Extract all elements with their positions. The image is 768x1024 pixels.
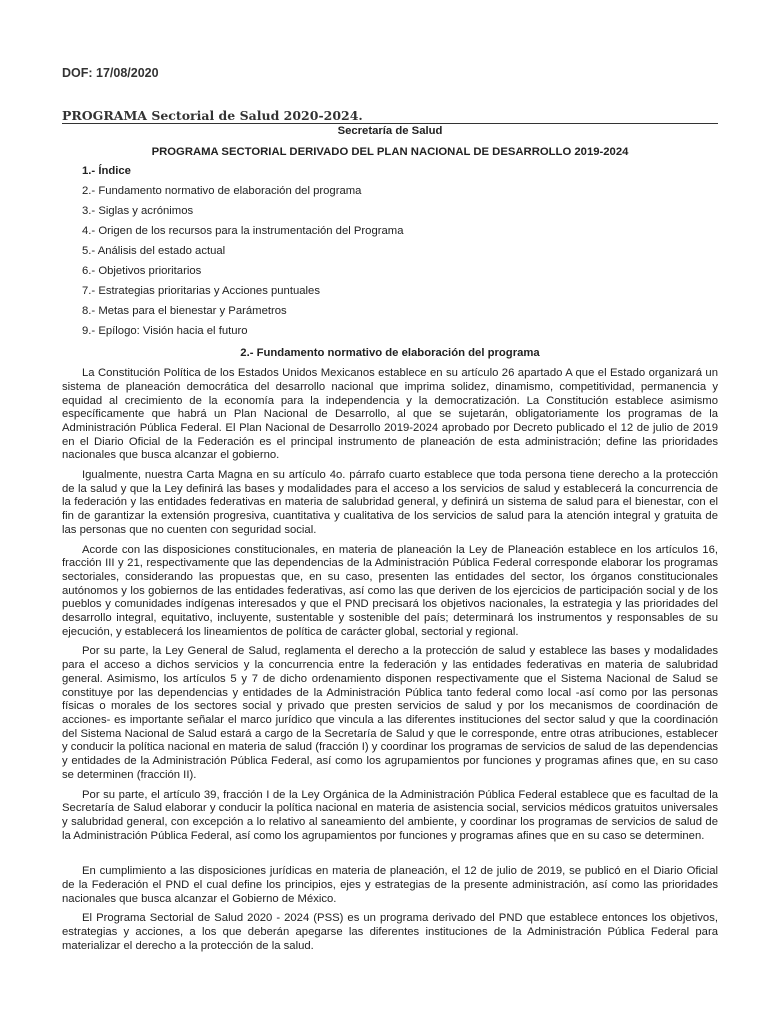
body-paragraph: En cumplimiento a las disposiciones jurídicas en materia de planeación, el 12 de julio de 2019, se publicó en el Diario Oficial de la Federación el PND el cual define los principios, ejes y estrategias de la presente administración, así como las prioridades nacionales que busca alcanzar el Gobierno de México. (62, 865, 718, 905)
body-paragraph: Acorde con las disposiciones constitucionales, en materia de planeación la Ley de Planeación establece en los artículos 16, fracción III y 21, respectivamente que las dependencias de la Administración Pública Federal corresponde elaborar los programas sectoriales, considerando las propuestas que, en su caso, presenten las entidades del sector, los órganos constitucionales autónomos y los gobiernos de las entidades federativas, así como las que deriven de los ejercicios de participación social y de los pueblos y comunidades indígenas interesados y que el PND precisará los objetivos nacionales, la estrategia y las prioridades del desarrollo integral, equitativo, incluyente, sustentable y sostenible del país; determinará los instrumentos y responsables de su ejecución, y establecerá los lineamientos de política de carácter global, sectorial y regional. (62, 543, 718, 638)
index-item: 7.- Estrategias prioritarias y Acciones puntuales (82, 285, 320, 298)
index-item: 5.- Análisis del estado actual (82, 245, 226, 258)
body-paragraph: Por su parte, la Ley General de Salud, reglamenta el derecho a la protección de salud y establece las bases y modalidades para el acceso a dichos servicios y la concurrencia entre la federación y las entidades federativas en materia de salubridad general. Asimismo, los artículos 5 y 7 de dicho ordenamiento disponen respectivamente que el Sistema Nacional de Salud se constituye por las dependencias y entidades de la Administración Pública tanto federal como local -así como por las personas físicas o morales de los sectores social y privado que presten servicios de salud y por los mecanismos de coordinación de acciones- es importante señalar el marco jurídico que vincula a las diferentes instituciones del sector salud y que la coordinación del Sistema Nacional de Salud estará a cargo de la Secretaría de Salud y que le corresponde, entre otras atribuciones, establecer y conducir la política nacional en materia de salud (fracción I) y coordinar los programas de servicios de salud de las dependencias y entidades de la Administración Pública Federal, así como los agrupamientos por funciones y programas afines que, en su caso se determinen (fracción II). (62, 645, 718, 781)
index-item: 8.- Metas para el bienestar y Parámetros (82, 305, 287, 318)
document-title: PROGRAMA Sectorial de Salud 2020-2024. (62, 108, 363, 123)
body-paragraph: Por su parte, el artículo 39, fracción I de la Ley Orgánica de la Administración Pública Federal establece que es facultad de la Secretaría de Salud elaborar y conducir la política nacional en materia de asistencia social, servicios médicos gratuitos universales y salubridad general, con excepción a lo relativo al saneamiento del ambiente, y coordinar los programas de servicios de salud de la Administración Pública Federal, así como los agrupamientos por funciones y programas afines que en su caso se determinen. (62, 788, 718, 842)
index-item: 9.- Epílogo: Visión hacia el futuro (82, 325, 248, 338)
index-item: 1.- Índice (82, 165, 131, 178)
index-item: 6.- Objetivos prioritarios (82, 265, 202, 278)
dof-date: DOF: 17/08/2020 (62, 66, 159, 80)
body-paragraph: Igualmente, nuestra Carta Magna en su artículo 4o. párrafo cuarto establece que toda persona tiene derecho a la protección de la salud y que la Ley definirá las bases y modalidades para el acceso a los servicios de salud y establecerá la concurrencia de la federación y las entidades federativas en materia de salubridad general, y definirá un sistema de salud para el bienestar, con el fin de garantizar la extensión progresiva, cuantitativa y cualitativa de los servicios de salud para la atención integral y gratuita de las personas que no cuenten con seguridad social. (62, 469, 718, 536)
index-item: 3.- Siglas y acrónimos (82, 205, 194, 218)
section-heading: 2.- Fundamento normativo de elaboración del programa (240, 347, 540, 360)
index-item: 2.- Fundamento normativo de elaboración del programa (82, 185, 362, 198)
index-list (62, 163, 718, 343)
body-paragraph: La Constitución Política de los Estados Unidos Mexicanos establece en su artículo 26 apartado A que el Estado organizará un sistema de planeación democrática del desarrollo nacional que imprima solidez, dinamismo, competitividad, permanencia y equidad al crecimiento de la economía para la independencia y la democratización. La Constitución establece asimismo específicamente que habrá un Plan Nacional de Desarrollo, al que se sujetarán, obligatoriamente los programas de la Administración Pública Federal. El Plan Nacional de Desarrollo 2019-2024 aprobado por Decreto publicado el 12 de julio de 2019 en el Diario Oficial de la Federación es el principal instrumento de planeación de esta administración; define las prioridades nacionales que busca alcanzar el gobierno. (62, 367, 718, 462)
title-rule (62, 123, 718, 124)
program-heading: PROGRAMA SECTORIAL DERIVADO DEL PLAN NACIONAL DE DESARROLLO 2019-2024 (151, 145, 629, 158)
document-body (62, 125, 718, 960)
body-paragraph: El Programa Sectorial de Salud 2020 - 2024 (PSS) es un programa derivado del PND que establece entonces los objetivos, estrategias y acciones, a los que deberán apegarse las diferentes instituciones de la Administración Pública Federal para materializar el derecho a la protección de la salud. (62, 912, 718, 952)
ministry-heading: Secretaría de Salud (337, 125, 443, 137)
index-item: 4.- Origen de los recursos para la instrumentación del Programa (82, 225, 404, 238)
